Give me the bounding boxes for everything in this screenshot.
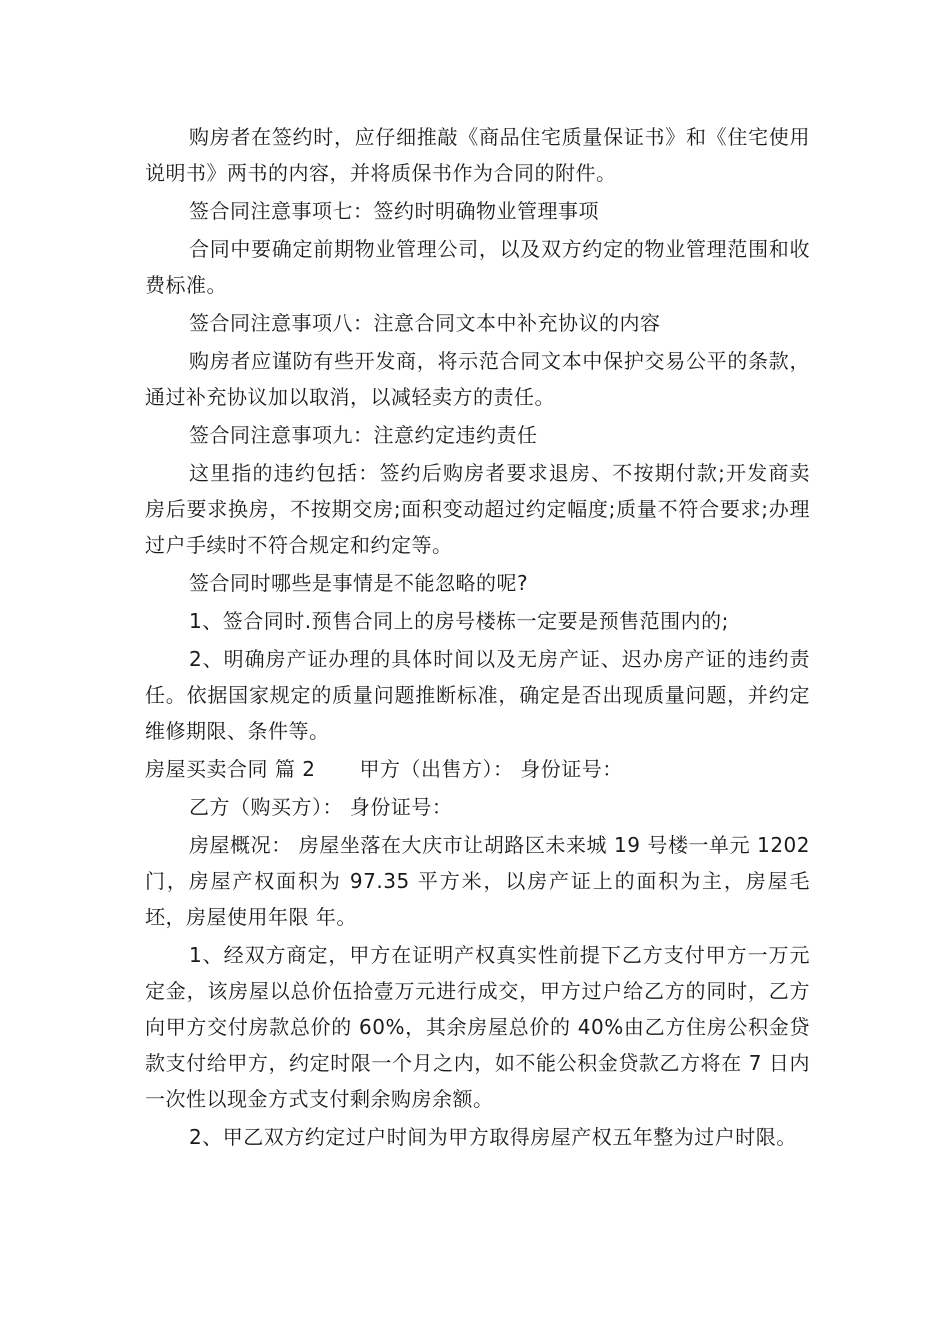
question-not-ignore: 签合同时哪些是事情是不能忽略的呢? (189, 571, 529, 595)
party-b-line: 乙方（购买方）： 身份证号： (189, 795, 453, 819)
paragraph-property-overview: 房屋概况： 房屋坐落在大庆市让胡路区未来城 19 号楼一单元 1202 门，房屋产权面积为 97.35 平方米，以房产证上的面积为主，房屋毛坯，房屋使用年限 年。 (145, 833, 810, 929)
clause-1-payment: 1、经双方商定，甲方在证明产权真实性前提下乙方支付甲方一万元定金，该房屋以总价伍拾壹万元进行成交，甲方过户给乙方的同时，乙方向甲方交付房款总价的 60%，其余房屋总价的 40%由乙方住房公积金贷款支付给甲方，约定时限一个月之内，如不能公积金贷款乙方将在 7 日内一次性以现金方式支付剩余购房余额。 (145, 943, 810, 1111)
list-item-2: 2、明确房产证办理的具体时间以及无房产证、迟办房产证的违约责任。依据国家规定的质量问题推断标准，确定是否出现质量问题，并约定维修期限、条件等。 (145, 647, 810, 743)
clause-2-transfer: 2、甲乙双方约定过户时间为甲方取得房屋产权五年整为过户时限。 (189, 1125, 797, 1149)
section-heading-line (145, 751, 810, 787)
heading-item-nine: 签合同注意事项九：注意约定违约责任 (189, 423, 538, 447)
list-item-1: 1、签合同时.预售合同上的房号楼栋一定要是预售范围内的; (189, 609, 729, 633)
paragraph-quality-guarantee: 购房者在签约时，应仔细推敲《商品住宅质量保证书》和《住宅使用说明书》两书的内容，并将质保书作为合同的附件。 (145, 125, 810, 185)
section-title: 房屋买卖合同 篇 2 (145, 757, 316, 781)
document-body (145, 119, 810, 1157)
paragraph-supplementary-agreement: 购房者应谨防有些开发商，将示范合同文本中保护交易公平的条款，通过补充协议加以取消，以减轻卖方的责任。 (145, 349, 810, 409)
party-a-line: 甲方（出售方）： 身份证号： (359, 757, 623, 781)
paragraph-property-management: 合同中要确定前期物业管理公司，以及双方约定的物业管理范围和收费标准。 (145, 237, 810, 297)
heading-item-eight: 签合同注意事项八：注意合同文本中补充协议的内容 (189, 311, 661, 335)
paragraph-breach-cases: 这里指的违约包括：签约后购房者要求退房、不按期付款;开发商卖房后要求换房，不按期交房;面积变动超过约定幅度;质量不符合要求;办理过户手续时不符合规定和约定等。 (145, 461, 810, 557)
heading-item-seven: 签合同注意事项七：签约时明确物业管理事项 (189, 199, 599, 223)
